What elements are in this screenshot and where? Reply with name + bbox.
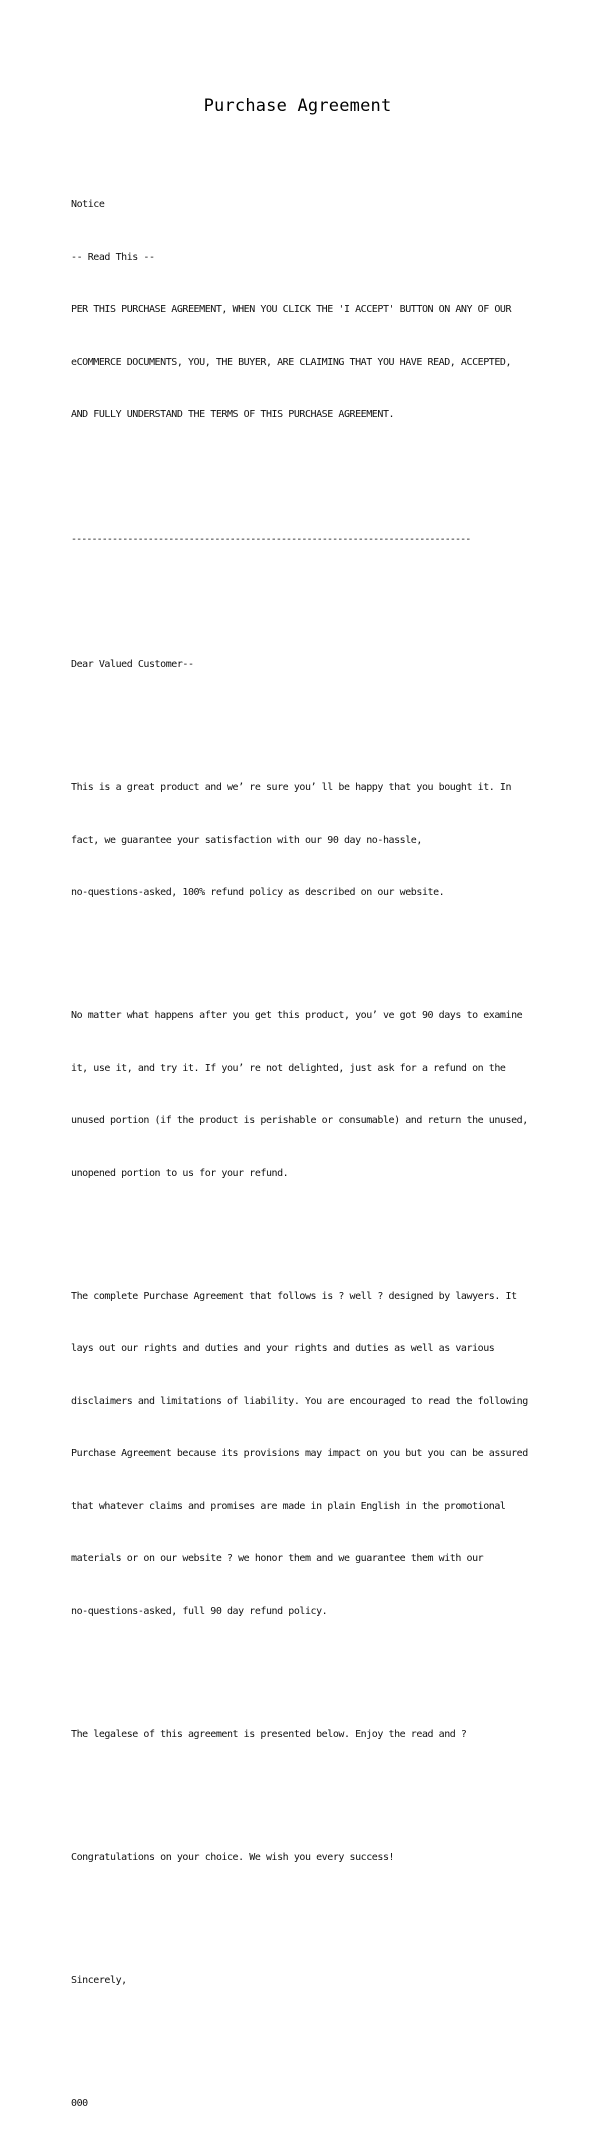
notice-subheading: -- Read This --: [71, 251, 155, 263]
salutation: Dear Valued Customer--: [71, 659, 194, 670]
notice-line-1: PER THIS PURCHASE AGREEMENT, WHEN YOU CLICK THE 'I ACCEPT' BUTTON ON ANY OF OUR: [71, 304, 512, 315]
closing: Sincerely,: [71, 1974, 127, 1986]
paragraph-3-line-2: lays out our rights and duties and your rights and duties as well as various: [71, 1343, 495, 1354]
paragraph-5: Congratulations on your choice. We wish you every success!: [71, 1851, 395, 1863]
blank-line: [71, 937, 541, 955]
blank-line: [71, 1778, 541, 1796]
paragraph-2-line-4: unopened portion to us for your refund.: [71, 1167, 289, 1179]
blank-line: [71, 1217, 541, 1235]
document-body: [71, 161, 541, 2147]
paragraph-3-line-5: that whatever claims and promises are made in plain English in the promotional: [71, 1500, 506, 1512]
paragraph-1-line-1: This is a great product and we’ re sure you’ ll be happy that you bought it. In: [71, 782, 512, 793]
paragraph-3-line-3: disclaimers and limitations of liability. You are encouraged to read the following: [71, 1395, 528, 1407]
blank-line: [71, 709, 541, 727]
paragraph-2-line-1: No matter what happens after you get this product, you’ ve got 90 days to examine: [71, 1010, 523, 1021]
paragraph-3-line-1: The complete Purchase Agreement that follows is ? well ? designed by lawyers. It: [71, 1290, 517, 1302]
document-title: Purchase Agreement: [203, 96, 392, 116]
blank-line: [71, 584, 541, 604]
blank-line: [71, 1901, 541, 1919]
notice-line-3: AND FULLY UNDERSTAND THE TERMS OF THIS PURCHASE AGREEMENT.: [71, 409, 395, 420]
paragraph-1-line-3: no-questions-asked, 100% refund policy as described on our website.: [71, 887, 445, 898]
notice-heading: Notice: [71, 199, 105, 210]
paragraph-3-line-6: materials or on our website ? we honor them and we guarantee them with our: [71, 1553, 484, 1564]
paragraph-2-line-2: it, use it, and try it. If you’ re not delighted, just ask for a refund on the: [71, 1062, 506, 1074]
paragraph-4: The legalese of this agreement is presented below. Enjoy the read and ?: [71, 1728, 467, 1740]
section-divider: ------------------------------------------------------------------------------: [71, 534, 471, 545]
paragraph-2-line-3: unused portion (if the product is perishable or consumable) and return the unused,: [71, 1115, 528, 1126]
paragraph-1-line-2: fact, we guarantee your satisfaction with our 90 day no-hassle,: [71, 834, 422, 846]
paragraph-3-line-7: no-questions-asked, full 90 day refund policy.: [71, 1605, 328, 1617]
blank-line: [71, 476, 541, 496]
paragraph-3-line-4: Purchase Agreement because its provisions may impact on you but you can be assured: [71, 1448, 528, 1459]
blank-line: [71, 2024, 541, 2042]
signature: 000: [71, 2097, 88, 2109]
notice-line-2: eCOMMERCE DOCUMENTS, YOU, THE BUYER, ARE CLAIMING THAT YOU HAVE READ, ACCEPTED,: [71, 356, 512, 368]
blank-line: [71, 1655, 541, 1673]
